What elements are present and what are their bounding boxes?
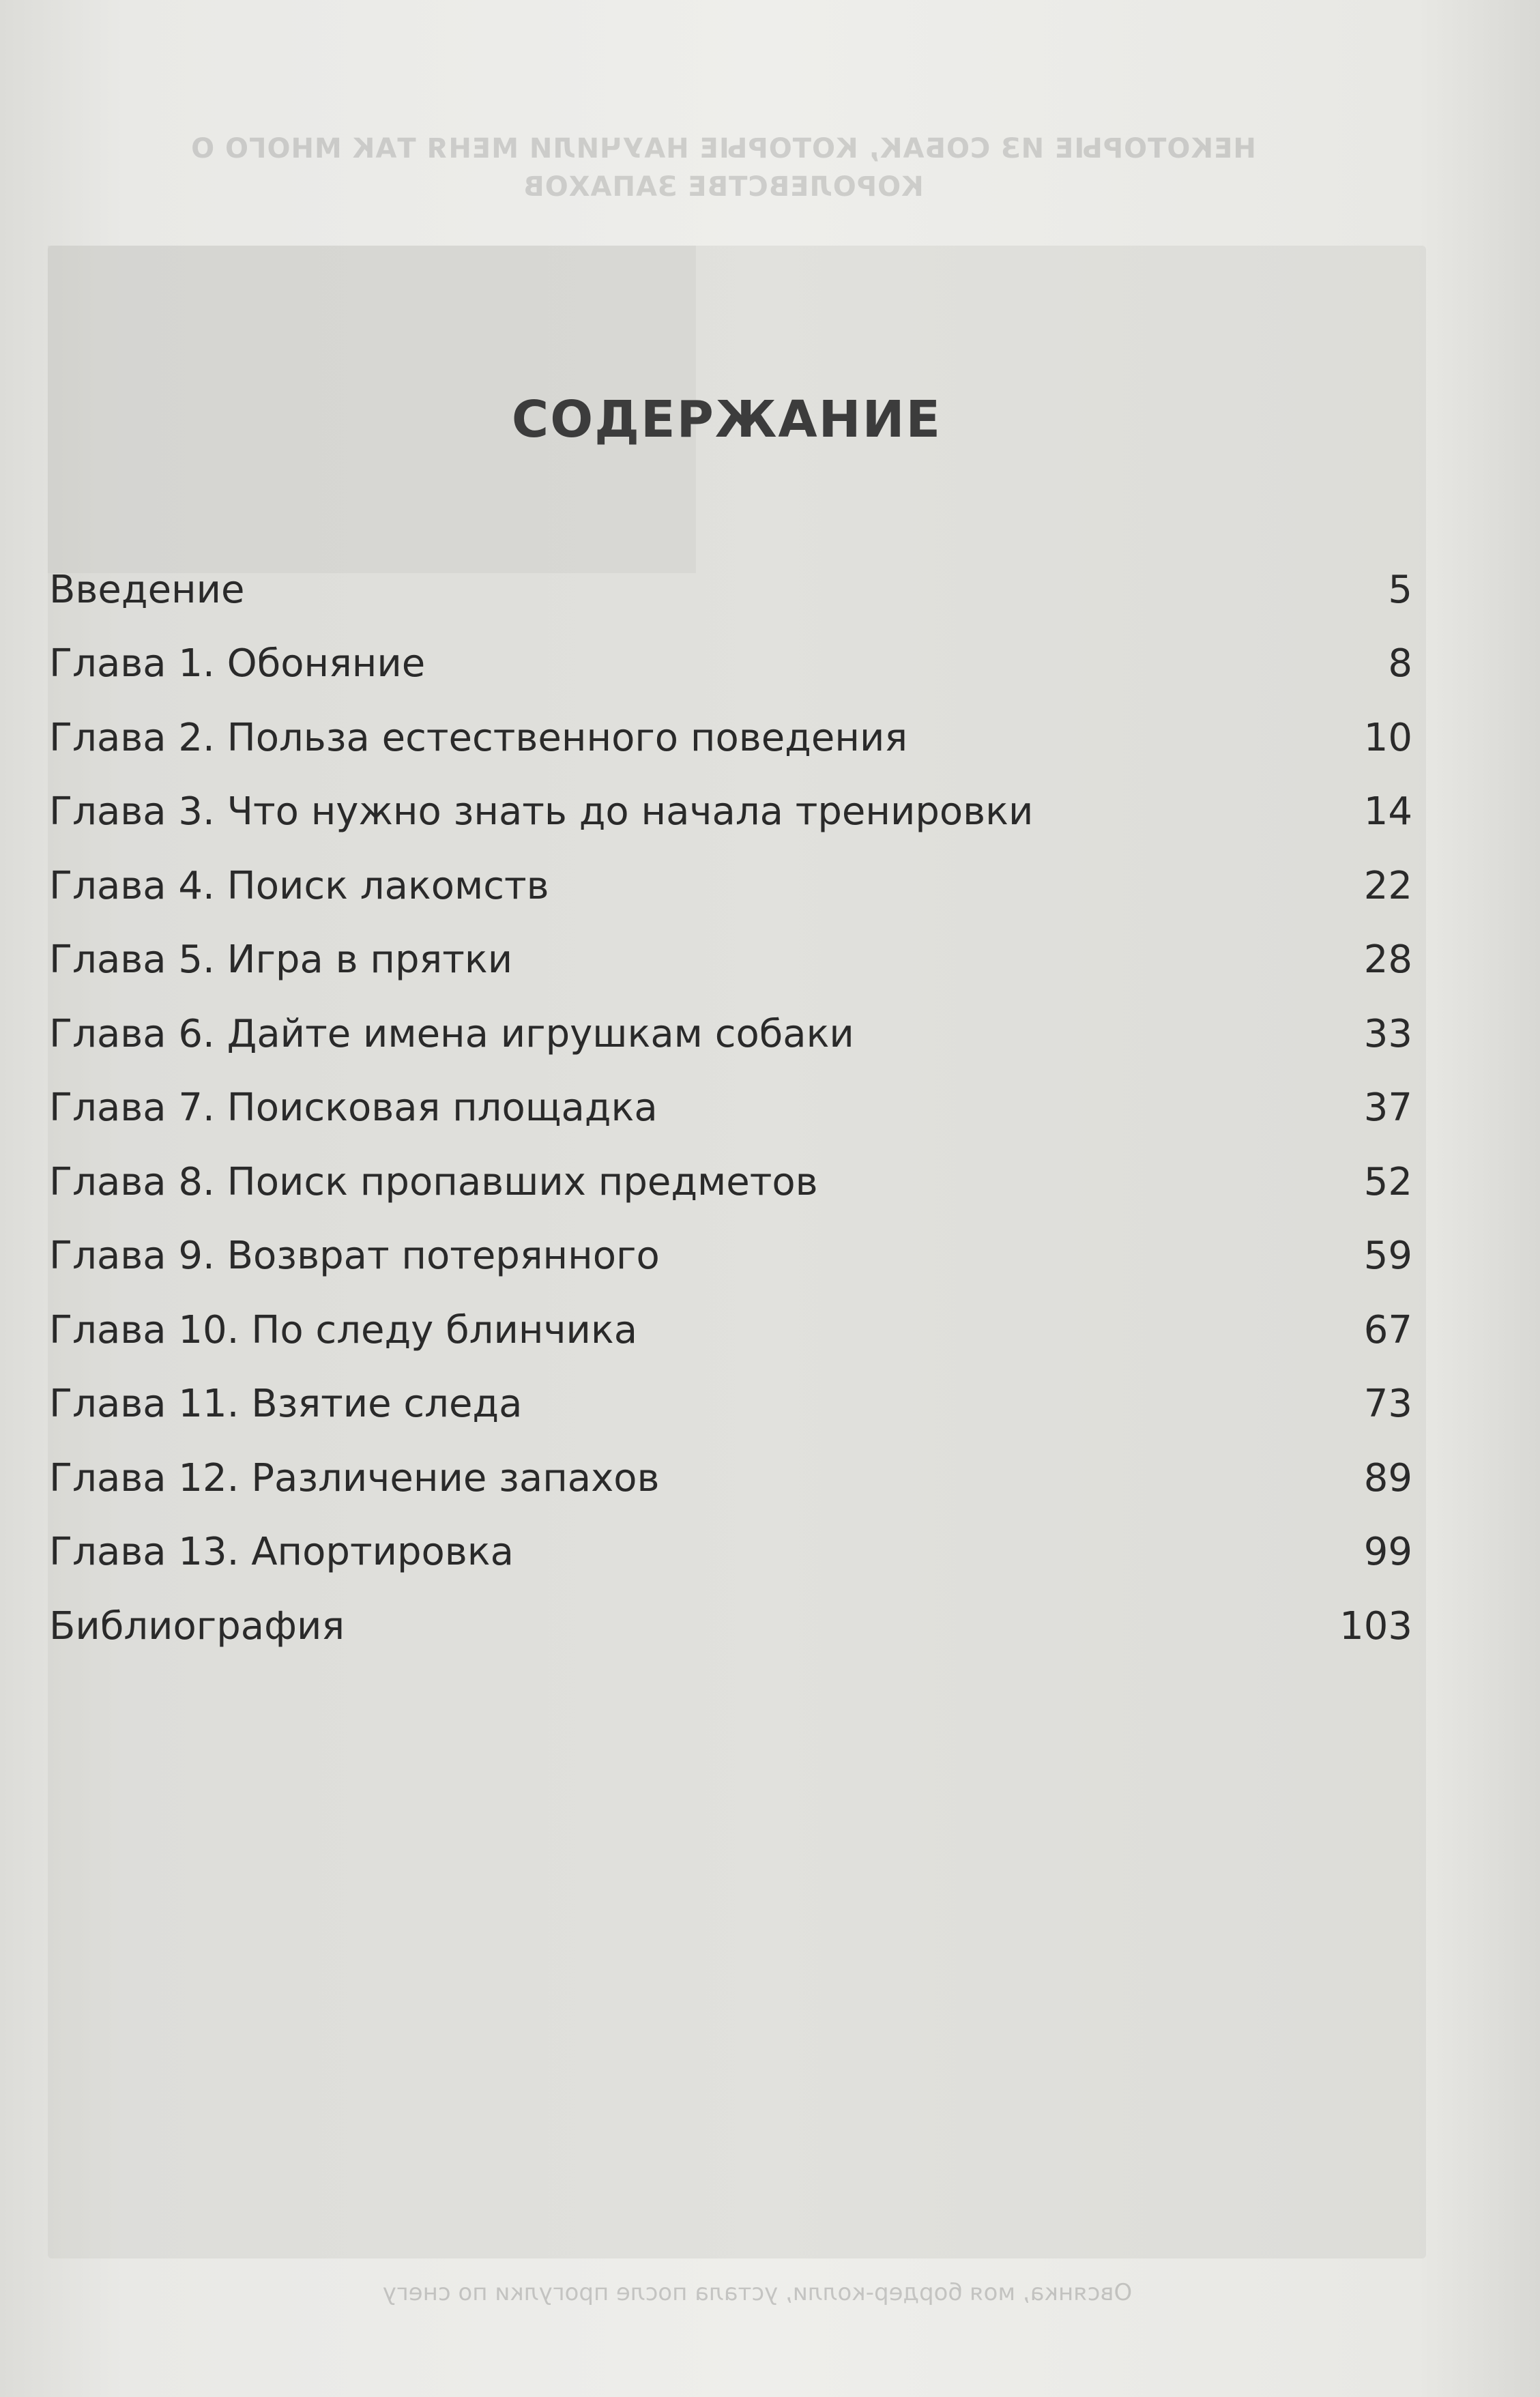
toc-entry-page: 73 — [1363, 1382, 1412, 1427]
toc-entry-page: 33 — [1363, 1011, 1412, 1056]
toc-entry-chapter-9 — [49, 1219, 1412, 1294]
toc-entry-label: Глава 3. Что нужно знать до начала тренировки — [49, 789, 1034, 834]
toc-entry-label: Глава 7. Поисковая площадка — [49, 1086, 658, 1131]
table-of-contents — [49, 553, 1412, 1664]
toc-entry-label: Глава 1. Обоняние — [49, 641, 426, 686]
toc-entry-page: 103 — [1339, 1603, 1412, 1648]
toc-entry-chapter-4 — [49, 849, 1412, 923]
toc-entry-label: Глава 8. Поиск пропавших предметов — [49, 1159, 818, 1204]
toc-entry-label: Глава 5. Игра в прятки — [49, 938, 513, 983]
toc-entry-chapter-2 — [49, 701, 1412, 775]
toc-entry-page: 22 — [1363, 863, 1412, 908]
toc-entry-label: Глава 11. Взятие следа — [49, 1382, 523, 1427]
toc-entry-page: 52 — [1363, 1159, 1412, 1204]
toc-entry-bibliography — [49, 1589, 1412, 1664]
page-title: СОДЕРЖАНИЕ — [511, 390, 942, 449]
bleed-through-bottom-caption: Овсянка, моя бордер-колли, устала после прогулки по снегу — [382, 2279, 1133, 2306]
toc-entry-chapter-5 — [49, 923, 1412, 998]
bleed-through-top-caption: НЕКОТОРЫЕ ИЗ СОБАК, КОТОРЫЕ НАУЧИЛИ МЕНЯ ТАК МНОГО О КОРОЛЕВСТВЕ ЗАПАХОВ — [190, 133, 1256, 203]
toc-entry-label: Глава 10. По следу блинчика — [49, 1307, 638, 1352]
toc-entry-page: 10 — [1363, 715, 1412, 760]
toc-entry-chapter-11 — [49, 1367, 1412, 1442]
toc-entry-page: 89 — [1363, 1455, 1412, 1500]
toc-entry-page: 28 — [1363, 938, 1412, 983]
toc-entry-chapter-12 — [49, 1441, 1412, 1515]
toc-entry-page: 67 — [1363, 1307, 1412, 1352]
toc-entry-page: 14 — [1363, 789, 1412, 834]
toc-entry-label: Глава 4. Поиск лакомств — [49, 863, 549, 908]
toc-entry-chapter-10 — [49, 1293, 1412, 1367]
toc-entry-page: 99 — [1363, 1530, 1412, 1575]
toc-entry-chapter-7 — [49, 1071, 1412, 1146]
toc-entry-label: Глава 12. Различение запахов — [49, 1455, 660, 1500]
toc-entry-page: 5 — [1388, 567, 1412, 612]
toc-entry-chapter-1 — [49, 627, 1412, 701]
toc-entry-page: 37 — [1363, 1086, 1412, 1131]
toc-entry-label: Глава 6. Дайте имена игрушкам собаки — [49, 1011, 854, 1056]
toc-entry-label: Глава 13. Апортировка — [49, 1530, 514, 1575]
toc-entry-chapter-8 — [49, 1145, 1412, 1219]
toc-entry-label: Глава 9. Возврат потерянного — [49, 1234, 660, 1279]
toc-entry-chapter-3 — [49, 775, 1412, 849]
toc-entry-page: 59 — [1363, 1234, 1412, 1279]
toc-entry-chapter-13 — [49, 1515, 1412, 1590]
toc-entry-page: 8 — [1388, 641, 1412, 686]
toc-entry-label: Глава 2. Польза естественного поведения — [49, 715, 908, 760]
toc-entry-label: Библиография — [49, 1603, 345, 1648]
toc-entry-label: Введение — [49, 567, 245, 612]
toc-entry-introduction — [49, 553, 1412, 627]
toc-entry-chapter-6 — [49, 997, 1412, 1071]
